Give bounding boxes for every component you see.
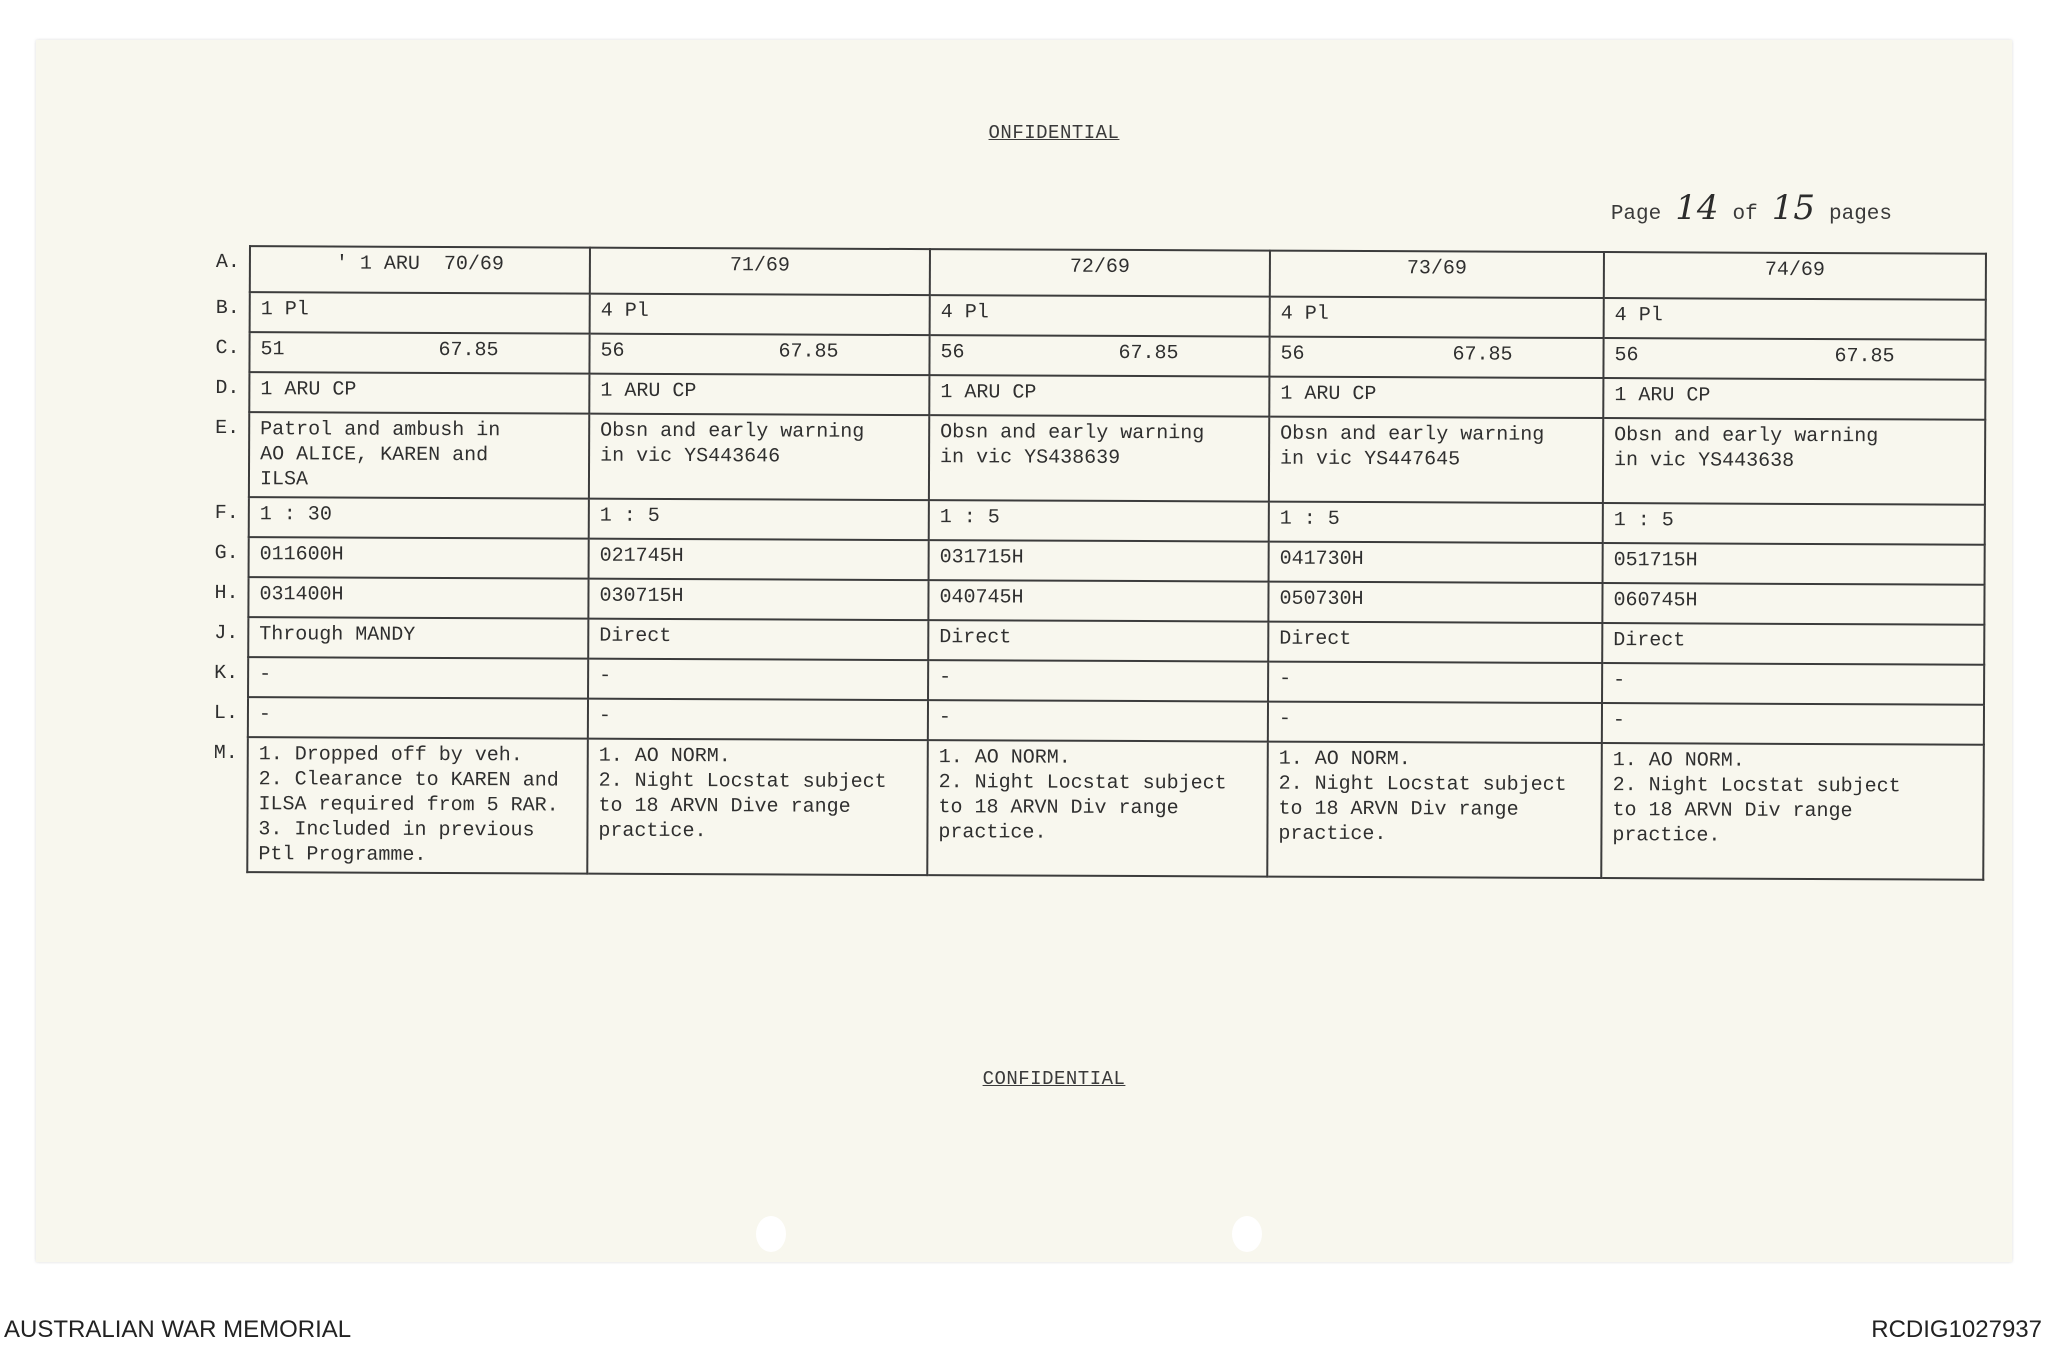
table-cell: Through MANDY [248,617,588,658]
table-cell: 1. AO NORM. 2. Night Locstat subject to 18 ARVN Div range practice. [1601,743,1984,880]
page-counter [1611,188,1892,228]
table-cell-grid-ref [1269,337,1603,378]
archive-name: AUSTRALIAN WAR MEMORIAL [4,1316,352,1343]
table-cell-grid-ref [589,334,929,375]
table-cell: - [1268,662,1602,703]
row-label: D. [215,376,240,401]
row-label: B. [215,296,240,321]
table-cell: 030715H [588,579,928,620]
table-cell: Direct [1602,623,1984,665]
table-cell: - [588,659,928,700]
classification-bottom: CONFIDENTIAL [982,1068,1126,1090]
column-header: 73/69 [1270,251,1604,298]
of-word: of [1732,203,1758,226]
table-cell-grid-ref [929,335,1269,376]
table-cell: 050730H [1268,582,1602,623]
table-cell: 1 ARU CP [929,375,1269,416]
patrol-table [213,245,1987,881]
document-page [36,40,2012,1262]
cell-value: 56 [940,341,965,365]
cell-value: 56 [1614,344,1639,368]
table-cell: 4 Pl [1270,297,1604,338]
table-cell: 4 Pl [590,294,930,335]
patrol-table-sheet [213,245,1986,881]
table-cell: - [1602,703,1984,745]
row-label: K. [214,661,239,686]
punch-hole [1232,1216,1262,1252]
table-cell: Patrol and ambush in AO ALICE, KAREN and ILSA [249,412,589,498]
table-cell: - [1268,702,1602,743]
table-cell: Obsn and early warning in vic YS447645 [1269,417,1603,503]
table-cell: 1 ARU CP [589,374,929,415]
column-header: 72/69 [930,249,1270,296]
page-total: 15 [1771,188,1815,228]
row-label: M. [213,741,238,766]
table-row [213,737,1984,880]
cell-value: 67.85 [1452,343,1513,367]
record-id: RCDIG1027937 [1871,1316,2042,1343]
table-cell: - [248,697,588,738]
table-cell: Obsn and early warning in vic YS443646 [589,414,929,500]
row-label: L. [213,701,239,726]
table-row [216,246,1986,300]
table-cell: Obsn and early warning in vic YS443638 [1603,418,1985,505]
table-cell: - [1602,663,1984,705]
table-cell: Direct [928,620,1268,661]
table-cell: 1 ARU CP [1603,378,1985,420]
table-cell: 1. AO NORM. 2. Night Locstat subject to 18 ARVN Dive range practice. [587,739,928,875]
table-cell: - [928,700,1268,741]
table-cell: 041730H [1269,542,1603,583]
cell-value: 56 [1280,342,1305,366]
cell-value: 67.85 [1118,341,1179,366]
table-cell: - [248,657,588,698]
table-cell: 1 : 5 [589,499,929,540]
row-label: H. [214,581,239,606]
page-number: 14 [1675,188,1719,228]
table-cell-grid-ref [1603,338,1985,380]
table-cell: Direct [588,619,928,660]
column-header: ' 1 ARU 70/69 [250,246,590,293]
cell-value: 51 [260,338,285,362]
table-cell: 1 : 5 [1603,503,1985,545]
table-cell: 1 : 30 [249,497,589,538]
cell-value: 67.85 [778,340,839,364]
table-cell: 051715H [1603,543,1985,585]
table-cell: 031715H [929,540,1269,581]
table-cell: Direct [1268,622,1602,663]
row-label: C. [215,336,240,361]
table-cell: 1 Pl [250,292,590,333]
row-label: G. [214,541,239,566]
pages-word: pages [1828,203,1892,226]
table-cell: 011600H [249,537,589,578]
table-cell: 1. AO NORM. 2. Night Locstat subject to 18 ARVN Div range practice. [927,740,1268,876]
table-cell: 1. AO NORM. 2. Night Locstat subject to 18 ARVN Div range practice. [1267,742,1602,878]
cell-value: 67.85 [1834,345,1895,369]
table-cell-grid-ref [249,332,589,373]
table-cell: 4 Pl [1604,298,1986,340]
classification-top: ONFIDENTIAL [988,122,1120,144]
column-header: 71/69 [590,248,930,295]
table-cell: 031400H [248,577,588,618]
table-cell: 1 : 5 [929,500,1269,541]
row-label: A. [215,250,240,275]
table-cell: 4 Pl [930,295,1270,336]
table-cell: - [928,660,1268,701]
table-cell: 060745H [1602,583,1984,625]
table-cell: 1 ARU CP [1269,377,1603,418]
row-label: E. [215,416,240,441]
table-cell: Obsn and early warning in vic YS438639 [929,415,1269,501]
table-row [215,412,1985,505]
table-cell: 1 ARU CP [249,372,589,413]
cell-value: 67.85 [438,338,499,363]
row-label: F. [214,501,239,526]
table-cell: 021745H [589,539,929,580]
table-cell: 1. Dropped off by veh. 2. Clearance to KAREN and ILSA required from 5 RAR. 3. Included in previous Ptl Programme. [247,737,588,873]
table-cell: - [588,699,928,740]
punch-hole [756,1216,786,1252]
table-cell: 040745H [928,580,1268,621]
page-word: Page [1610,203,1662,226]
row-label: J. [214,621,239,646]
table-cell: 1 : 5 [1269,502,1603,543]
column-header: 74/69 [1604,252,1986,300]
cell-value: 56 [600,339,625,363]
